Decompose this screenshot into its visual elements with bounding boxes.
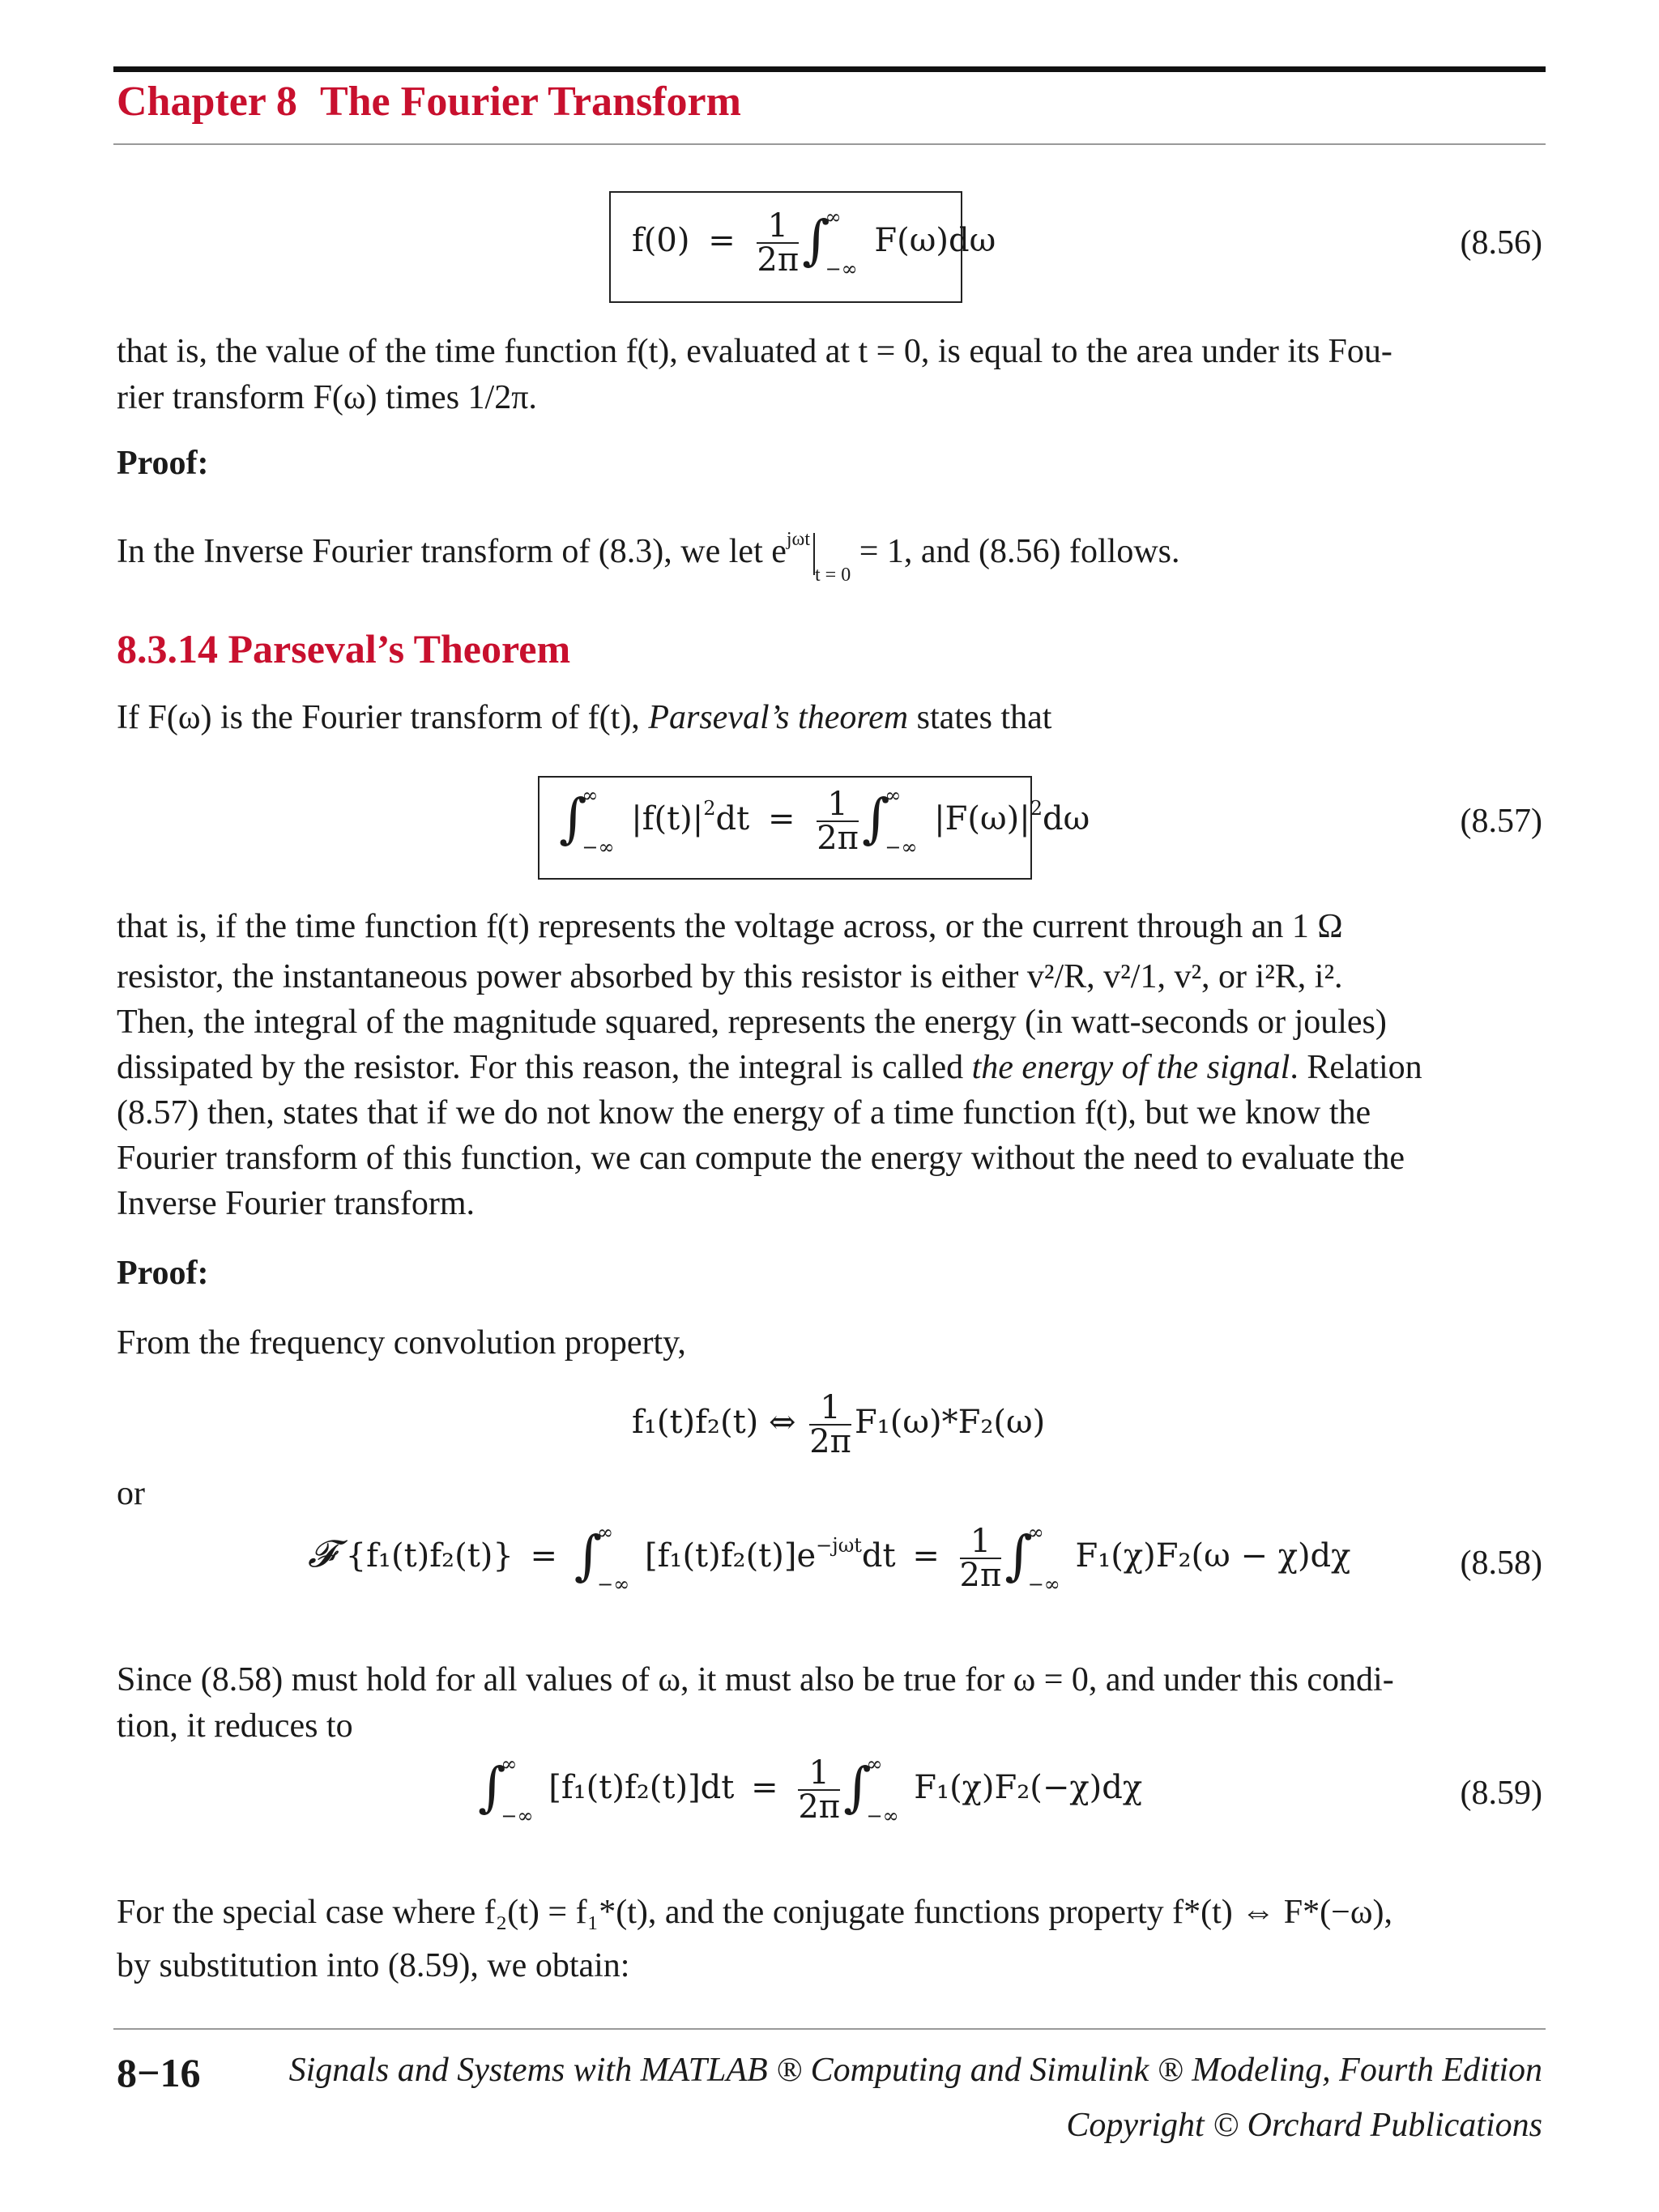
paragraph-3: that is, if the time function f(t) represents the voltage across, or the current through an 1 Ω resistor, the instantaneous power absorbed by this resistor is either v²/R, v²/1, v², or i²R, i². Then, the integral of the magnitude squared, represents the energy (in watt-seconds or joules) dissipated by the resistor. For this reason, the integral is called the energy of the signal. Relation (8.57) then, states that if we do not know the energy of a time function f(t), but we know the Fourier transform of this function, we can compute the energy without the need to evaluate the Inverse Fourier transform. xyxy=(117,908,1422,1222)
top-rule xyxy=(113,66,1546,72)
equation-number-8-58: (8.58) xyxy=(1460,1545,1542,1582)
header-rule xyxy=(113,143,1546,145)
equation-number-8-57: (8.57) xyxy=(1460,803,1542,840)
paragraph-5: For the special case where f₂(t) = f₁*(t), and the conjugate functions property f*(t) ⇔ F*(−ω), by substitution into (8.59), we obtain: xyxy=(117,1894,1392,1984)
equation-number-8-59: (8.59) xyxy=(1460,1775,1542,1812)
chapter-heading xyxy=(117,78,741,126)
proof-label-1: Proof: xyxy=(117,445,209,482)
equation-number-8-56: (8.56) xyxy=(1460,224,1542,262)
integral-sign: ∫ xyxy=(478,1755,506,1818)
integral-sign: ∫ xyxy=(861,786,890,850)
integral-sign: ∫ xyxy=(1004,1524,1033,1587)
proof-2-text: From the frequency convolution property, xyxy=(117,1324,686,1362)
integral-sign: ∫ xyxy=(574,1524,603,1587)
paragraph-2: If F(ω) is the Fourier transform of f(t), Parseval’s theorem states that xyxy=(117,699,1052,736)
chapter-title: The Fourier Transform xyxy=(319,79,741,125)
copyright-line: Copyright © Orchard Publications xyxy=(1066,2107,1542,2144)
integral-sign: ∫ xyxy=(559,786,587,850)
equation-convolution: f₁(t)f₂(t) ⇔ $\frac{1}{2\pi}$ F₁(ω)*F₂(ω) xyxy=(632,1389,1046,1460)
section-heading: 8.3.14 Parseval’s Theorem xyxy=(117,626,571,671)
book-title: Signals and Systems with MATLAB ® Computing and Simulink ® Modeling, Fourth Edition xyxy=(288,2052,1542,2089)
paragraph-1: that is, the value of the time function f(t), evaluated at t = 0, is equal to the area under its Fou- rier transform F(ω) times 1/2π. xyxy=(117,333,1392,416)
footer-rule xyxy=(113,2028,1546,2030)
or-text: or xyxy=(117,1475,145,1512)
equation-8-57: ∫ ∞ −∞ $|f(t)|^2dt$ = $\frac{1}{2\pi}$ ∫ ∞ −∞ $|F(\omega)|^2d\omega$ xyxy=(559,784,1090,859)
chapter-label: Chapter 8 xyxy=(117,79,297,125)
equation-8-56: f(0) = $\frac{1}{2\pi}$ ∫ ∞ −∞ F(ω)dω xyxy=(632,206,996,280)
equation-8-58: 𝓕 {f₁(t)f₂(t)} = ∫ ∞ −∞ $[f_1(t)f_2(t)]e^{-j\omega t}dt$ = $\frac{1}{2\pi}$ ∫ ∞ −∞ F₁(χ)F₂(ω − χ)dχ xyxy=(308,1521,1351,1596)
paragraph-4: Since (8.58) must hold for all values of ω, it must also be true for ω = 0, and under this condi- tion, it reduces to xyxy=(117,1661,1394,1745)
page-number: 8−16 xyxy=(117,2050,201,2095)
fraction: $\frac{1}{2\pi}$ xyxy=(757,207,800,279)
integral-sign: ∫ xyxy=(802,208,830,271)
equation-8-59: ∫ ∞ −∞ [f₁(t)f₂(t)]dt = $\frac{1}{2\pi}$ ∫ ∞ −∞ F₁(χ)F₂(−χ)dχ xyxy=(478,1753,1143,1827)
proof-1-text: In the Inverse Fourier transform of (8.3), we let $e^{j\omega t}_{t = 0} = 1$, and (8.56) follows. xyxy=(117,529,1180,586)
proof-label-2: Proof: xyxy=(117,1255,209,1292)
integral-sign: ∫ xyxy=(843,1755,872,1818)
